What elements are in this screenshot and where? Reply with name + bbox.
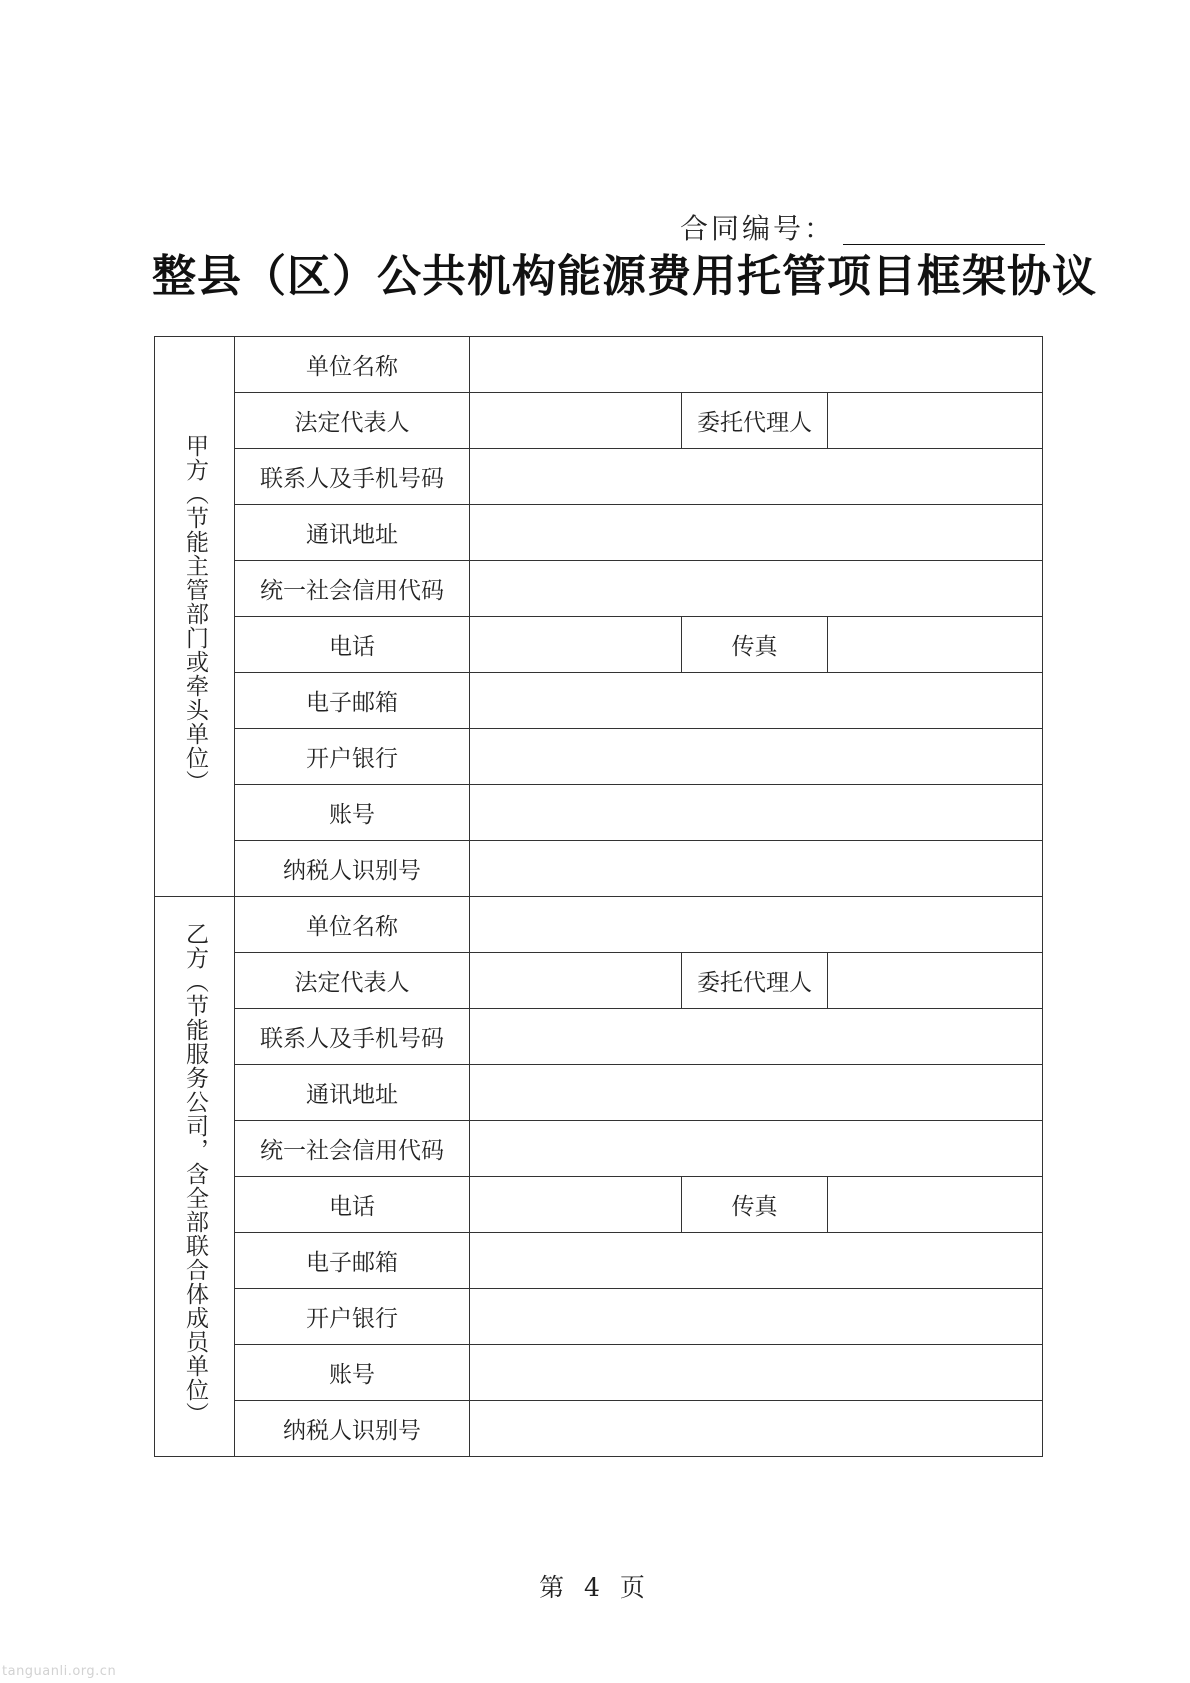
table-row: [155, 561, 1043, 617]
party-b-phone-field[interactable]: [470, 1177, 682, 1233]
party-a-fax-label: 传真: [682, 617, 828, 673]
party-a-legal-rep-field[interactable]: [470, 393, 682, 449]
party-b-fax-label: 传真: [682, 1177, 828, 1233]
party-b-agent-label: 委托代理人: [682, 953, 828, 1009]
table-row: [155, 617, 1043, 673]
party-b-contact-field[interactable]: [470, 1009, 1043, 1065]
party-b-cell: [155, 897, 235, 1457]
table-row: [155, 337, 1043, 393]
party-b-label: 乙方（节能服务公司，含全部联合体成员单位）: [182, 921, 208, 1426]
contract-number-blank[interactable]: [843, 244, 1045, 245]
party-a-credit-code-label: 统一社会信用代码: [235, 561, 470, 617]
party-b-unit-name-label: 单位名称: [235, 897, 470, 953]
table-row: [155, 1289, 1043, 1345]
party-a-unit-name-label: 单位名称: [235, 337, 470, 393]
party-b-email-label: 电子邮箱: [235, 1233, 470, 1289]
document-title: 整县（区）公共机构能源费用托管项目框架协议: [152, 251, 1097, 302]
party-a-label: 甲方（节能主管部门或牵头单位）: [182, 433, 208, 794]
party-b-tax-id-field[interactable]: [470, 1401, 1043, 1457]
party-a-address-label: 通讯地址: [235, 505, 470, 561]
table-row: [155, 1233, 1043, 1289]
party-a-email-label: 电子邮箱: [235, 673, 470, 729]
party-b-fax-field[interactable]: [828, 1177, 1043, 1233]
party-info-table: [154, 336, 1043, 1457]
table-row: [155, 729, 1043, 785]
page-number: 第 4 页: [539, 1573, 651, 1602]
party-b-bank-field[interactable]: [470, 1289, 1043, 1345]
party-a-tax-id-label: 纳税人识别号: [235, 841, 470, 897]
table-row: [155, 1345, 1043, 1401]
party-b-email-field[interactable]: [470, 1233, 1043, 1289]
watermark: tanguanli.org.cn: [2, 1664, 117, 1679]
table-row: [155, 1177, 1043, 1233]
party-a-unit-name-field[interactable]: [470, 337, 1043, 393]
party-b-credit-code-label: 统一社会信用代码: [235, 1121, 470, 1177]
party-a-agent-label: 委托代理人: [682, 393, 828, 449]
contract-number: [680, 208, 1045, 250]
party-a-email-field[interactable]: [470, 673, 1043, 729]
table-row: [155, 897, 1043, 953]
party-b-contact-label: 联系人及手机号码: [235, 1009, 470, 1065]
party-b-address-label: 通讯地址: [235, 1065, 470, 1121]
party-a-tax-id-field[interactable]: [470, 841, 1043, 897]
party-b-tax-id-label: 纳税人识别号: [235, 1401, 470, 1457]
contract-number-label: 合同编号：: [680, 212, 836, 245]
party-b-unit-name-field[interactable]: [470, 897, 1043, 953]
table-row: [155, 449, 1043, 505]
party-a-account-label: 账号: [235, 785, 470, 841]
table-row: [155, 505, 1043, 561]
party-a-account-field[interactable]: [470, 785, 1043, 841]
party-a-phone-field[interactable]: [470, 617, 682, 673]
table-row: [155, 953, 1043, 1009]
party-b-account-label: 账号: [235, 1345, 470, 1401]
party-b-phone-label: 电话: [235, 1177, 470, 1233]
table-row: [155, 1009, 1043, 1065]
party-a-phone-label: 电话: [235, 617, 470, 673]
party-b-legal-rep-label: 法定代表人: [235, 953, 470, 1009]
party-a-legal-rep-label: 法定代表人: [235, 393, 470, 449]
party-b-credit-code-field[interactable]: [470, 1121, 1043, 1177]
table-row: [155, 1401, 1043, 1457]
table-row: [155, 393, 1043, 449]
party-a-credit-code-field[interactable]: [470, 561, 1043, 617]
party-a-contact-field[interactable]: [470, 449, 1043, 505]
party-a-bank-field[interactable]: [470, 729, 1043, 785]
party-a-bank-label: 开户银行: [235, 729, 470, 785]
table-row: [155, 785, 1043, 841]
party-b-bank-label: 开户银行: [235, 1289, 470, 1345]
party-b-address-field[interactable]: [470, 1065, 1043, 1121]
party-b-agent-field[interactable]: [828, 953, 1043, 1009]
party-a-agent-field[interactable]: [828, 393, 1043, 449]
party-b-legal-rep-field[interactable]: [470, 953, 682, 1009]
table-row: [155, 841, 1043, 897]
table-row: [155, 1065, 1043, 1121]
table-row: [155, 673, 1043, 729]
table-row: [155, 1121, 1043, 1177]
party-a-address-field[interactable]: [470, 505, 1043, 561]
party-b-account-field[interactable]: [470, 1345, 1043, 1401]
party-a-contact-label: 联系人及手机号码: [235, 449, 470, 505]
party-a-cell: [155, 337, 235, 897]
party-a-fax-field[interactable]: [828, 617, 1043, 673]
